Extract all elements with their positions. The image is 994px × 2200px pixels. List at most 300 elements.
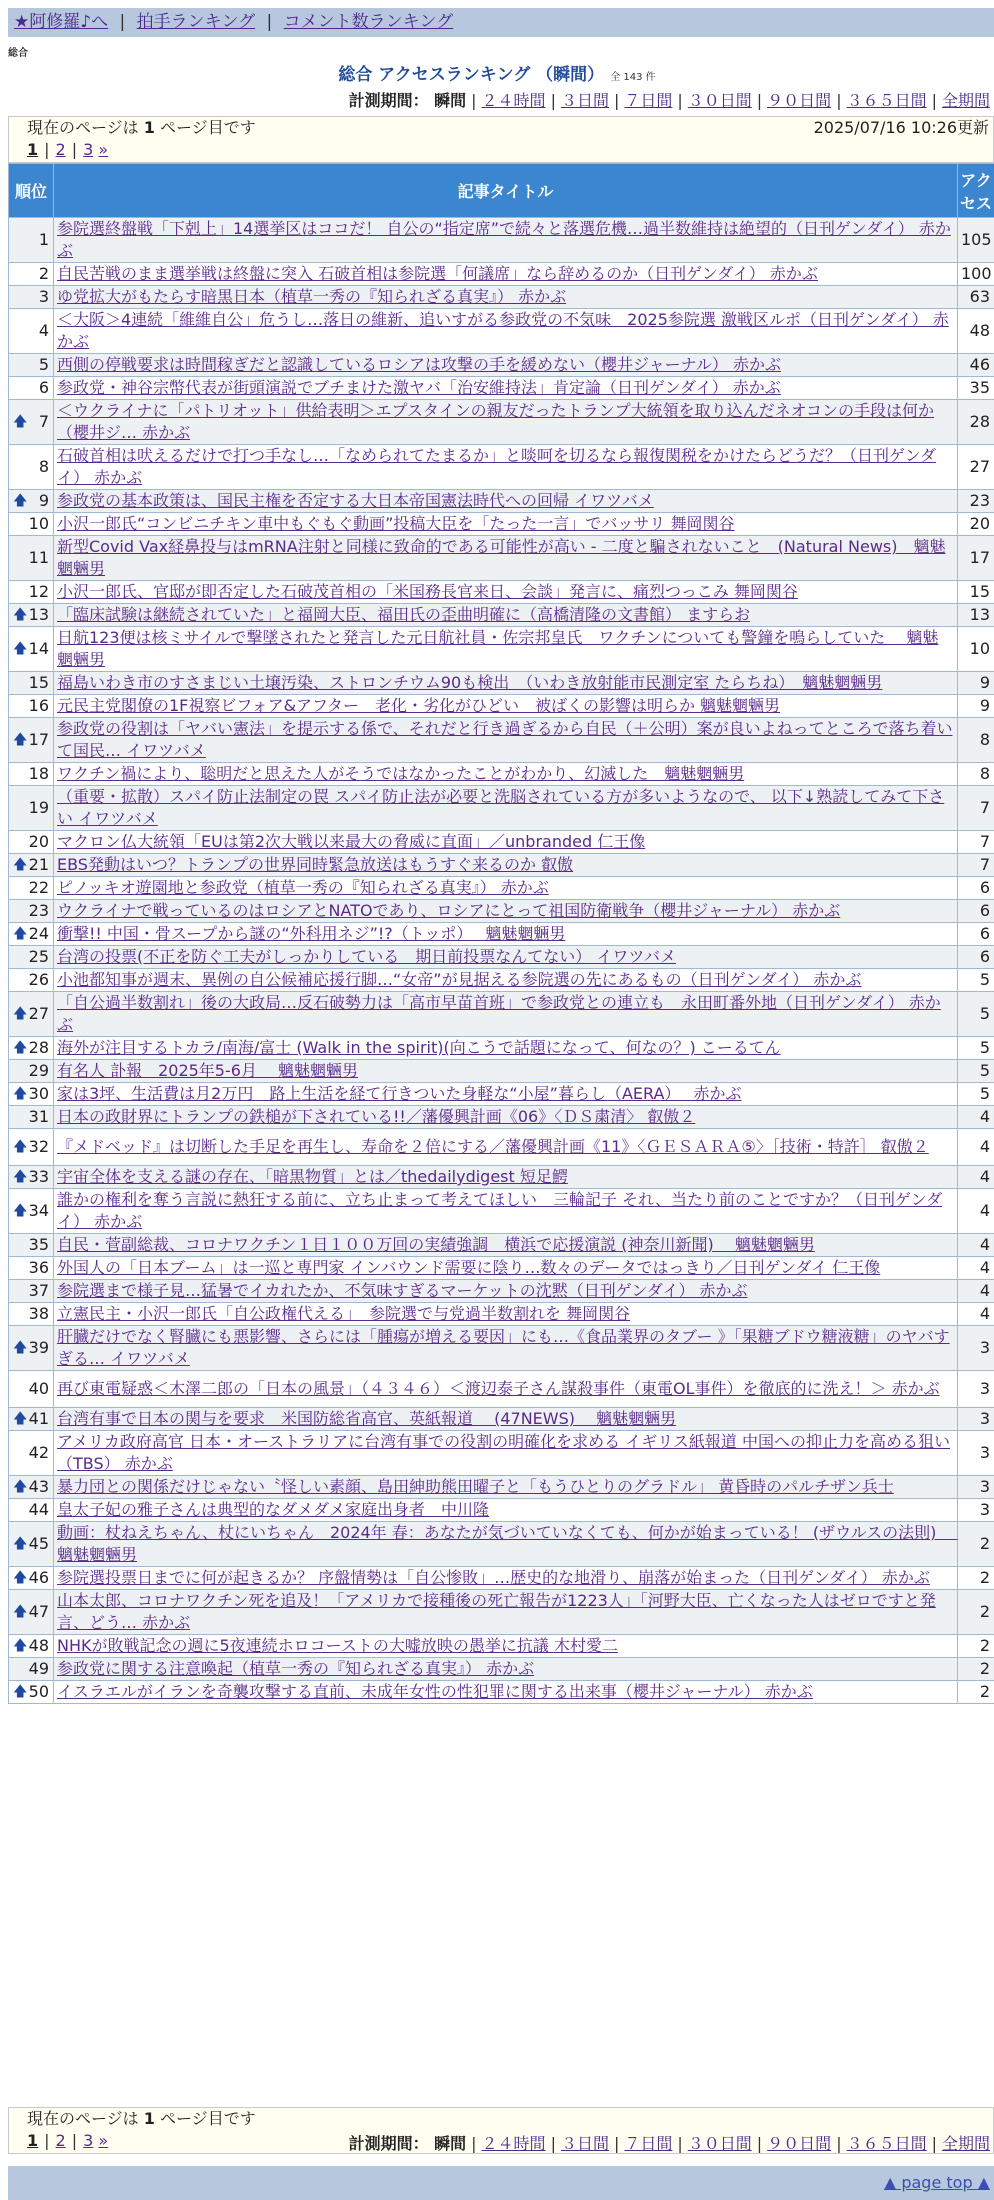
title-cell (54, 718, 958, 763)
current-page-number: 1 (143, 2109, 155, 2128)
period-option-4[interactable]: ３０日間 (687, 91, 752, 110)
rank-number: 27 (28, 1004, 49, 1023)
rank-number: 9 (38, 491, 49, 510)
rank-number: 48 (28, 1636, 49, 1655)
article-title-link[interactable]: ゆ党拡大がもたらす暗黒日本（植草一秀の『知られざる真実』） 赤かぶ (57, 287, 567, 306)
access-count: 48 (958, 309, 994, 354)
period-selector-top (349, 88, 990, 111)
article-title-link[interactable]: 立憲民主・小沢一郎氏「自公政権代える」 参院選で与党過半数割れを 舞岡関谷 (57, 1304, 631, 1323)
period-selector-bottom (349, 2131, 990, 2154)
article-title-link[interactable]: ＜ウクライナに「パトリオット」供給表明＞エプスタインの親友だったトランプ大統領を取り込んだネオコンの手段は何か（櫻井ジ… 赤かぶ (57, 401, 934, 442)
page-separator: | (71, 2131, 78, 2150)
current-page-text: 現在のページは 1 ページ目です (27, 118, 256, 137)
period-separator: | (931, 91, 937, 110)
rank-up-arrow-icon: 🡅 (13, 493, 28, 509)
rank-up-arrow-icon: 🡅 (13, 732, 28, 748)
title-cell (54, 1590, 958, 1635)
title-cell (54, 1408, 958, 1431)
period-current: 瞬間 (428, 91, 467, 110)
access-count: 2 (958, 1567, 994, 1590)
rank-cell (9, 1037, 54, 1060)
article-title-link[interactable]: 小沢一郎氏、官邸が即否定した石破茂首相の「米国務長官来日、会談」発言に、痛烈つっこみ 舞岡関谷 (57, 582, 798, 601)
table-row (9, 354, 994, 377)
rank-cell (9, 672, 54, 695)
period-current: 瞬間 (428, 2134, 467, 2153)
rank-cell (9, 536, 54, 581)
rank-number: 44 (28, 1500, 49, 1519)
rank-cell (9, 763, 54, 786)
rank-cell (9, 218, 54, 263)
period-option-4[interactable]: ３０日間 (687, 2134, 752, 2153)
rank-cell (9, 445, 54, 490)
rank-number: 13 (28, 605, 49, 624)
comment-ranking-link[interactable]: コメント数ランキング (283, 12, 454, 32)
home-link[interactable]: ★阿修羅♪へ (14, 12, 109, 32)
period-separator: | (550, 2134, 556, 2153)
title-cell (54, 536, 958, 581)
table-row (9, 1189, 994, 1234)
rank-cell (9, 1499, 54, 1522)
table-row (9, 513, 994, 536)
rank-cell (9, 263, 54, 286)
article-title-link[interactable]: ピノッキオ遊園地と参政党（植草一秀の『知られざる真実』） 赤かぶ (57, 878, 549, 897)
access-count: 46 (958, 354, 994, 377)
article-title-link[interactable]: 自民苦戦のまま選挙戦は終盤に突入 石破首相は参院選「何議席」なら辞めるのか（日刊ゲンダイ） 赤かぶ (57, 264, 818, 283)
page-separator: | (44, 140, 50, 159)
table-row (9, 992, 994, 1037)
rank-up-arrow-icon: 🡅 (13, 1536, 28, 1552)
article-title-link[interactable]: 小沢一郎氏“コンビニチキン車中もぐもぐ動画”投稿大臣を「たった一言」でバッサリ 舞岡関谷 (57, 514, 735, 533)
rank-cell (9, 1083, 54, 1106)
rank-number: 38 (28, 1304, 49, 1323)
article-title-link[interactable]: 参院選投票日までに何が起きるか？ 序盤情勢は「自公惨敗」…歴史的な地滑り、崩落が始まった（日刊ゲンダイ） 赤かぶ (57, 1568, 930, 1587)
table-row (9, 1590, 994, 1635)
access-count: 100 (958, 263, 994, 286)
rank-number: 30 (28, 1084, 49, 1103)
rank-number: 4 (38, 321, 49, 340)
rank-cell (9, 1106, 54, 1129)
article-title-link[interactable]: 新型Covid Vax経鼻投与はmRNA注射と同様に致命的である可能性が高い - 二度と騙されないこと (Natural News) 魑魅魍魎男 (57, 537, 946, 578)
title-cell (54, 763, 958, 786)
period-separator: | (756, 2134, 763, 2153)
access-count: 9 (958, 672, 994, 695)
rank-number: 39 (28, 1338, 49, 1357)
rank-number: 49 (28, 1659, 49, 1678)
rank-number: 10 (28, 514, 49, 533)
article-count: 全 143 件 (610, 72, 656, 83)
rank-number: 45 (28, 1534, 49, 1553)
table-row (9, 263, 994, 286)
footer-bar (8, 2166, 994, 2200)
article-title-link[interactable]: 小池都知事が週末、異例の自公候補応援行脚…“女帝”が見据える参院選の先にあるもの（日刊ゲンダイ） 赤かぶ (57, 970, 862, 989)
rank-cell (9, 1681, 54, 1704)
rank-number: 14 (28, 639, 49, 658)
table-row (9, 1257, 994, 1280)
access-count: 5 (958, 1060, 994, 1083)
rank-cell (9, 1303, 54, 1326)
ranking-table (8, 163, 994, 1704)
period-separator: | (677, 91, 683, 110)
title-cell (54, 1371, 958, 1408)
article-title-link[interactable]: 参政党の役割は「ヤバい憲法」を提示する係で、それだと行き過ぎるから自民（＋公明）案が良いよねってところで落ち着いて国民… イワツバメ (57, 719, 953, 760)
rank-number: 8 (38, 457, 49, 476)
rank-up-arrow-icon: 🡅 (13, 1479, 28, 1495)
table-row (9, 1635, 994, 1658)
rank-cell (9, 581, 54, 604)
access-count: 5 (958, 992, 994, 1037)
access-count: 105 (958, 218, 994, 263)
access-count: 5 (958, 1037, 994, 1060)
rank-cell (9, 900, 54, 923)
period-option-1[interactable]: ２４時間 (481, 2134, 546, 2153)
rank-number: 16 (28, 696, 49, 715)
period-option-7[interactable]: 全期間 (941, 2134, 990, 2153)
table-row (9, 1371, 994, 1408)
clap-ranking-link[interactable]: 拍手ランキング (136, 12, 256, 32)
period-option-2[interactable]: ３日間 (560, 91, 609, 110)
title-cell (54, 1303, 958, 1326)
title-cell (54, 672, 958, 695)
article-title-link[interactable]: ウクライナで戦っているのはロシアとNATOであり、ロシアにとって祖国防衛戦争（櫻井ジャーナル） 赤かぶ (57, 901, 841, 920)
table-row (9, 627, 994, 672)
title-cell (54, 1166, 958, 1189)
article-title-link[interactable]: ＜大阪＞4連続「維維自公」危うし…落日の維新、追いすがる参政党の不気味 2025参院選 激戦区ルポ（日刊ゲンダイ） 赤かぶ (57, 310, 949, 351)
title-cell (54, 309, 958, 354)
title-column-header: 記事タイトル (54, 164, 958, 218)
rank-cell (9, 1522, 54, 1567)
article-title-link[interactable]: 『メドベッド』は切断した手足を再生し、寿命を２倍にする／藩優興計画《11》〈ＧＥＳＡＲＡ⑤〉［技術・特許］ 叡傲２ (57, 1137, 929, 1156)
period-label: 計測期間： (348, 2134, 429, 2153)
rank-up-arrow-icon: 🡅 (13, 857, 28, 873)
article-title-link[interactable]: 再び東電疑惑＜木澤二郎の「日本の風景」（４３４６）＜渡辺泰子さん謀殺事件（東電OL事件）を徹底的に洗え！＞ 赤かぶ (57, 1379, 940, 1398)
top-nav-bar (8, 8, 994, 37)
rank-number: 33 (28, 1167, 49, 1186)
access-count: 3 (958, 1408, 994, 1431)
article-title-link[interactable]: 山本太郎、コロナワクチン死を追及！「アメリカで接種後の死亡報告が1223人」「河野大臣、亡くなった人はゼロですと発言、どう… 赤かぶ (57, 1591, 936, 1632)
table-row (9, 1658, 994, 1681)
article-title-link[interactable]: 福島いわき市のすさまじい土壌汚染、ストロンチウム90も検出 （いわき放射能市民測定室 たらちね） 魑魅魍魎男 (57, 673, 883, 692)
rank-number: 15 (28, 673, 49, 692)
article-title-link[interactable]: マクロン仏大統領「EUは第2次大戦以来最大の脅威に直面」／unbranded 仁王像 (57, 832, 646, 851)
access-count: 6 (958, 946, 994, 969)
access-count: 15 (958, 581, 994, 604)
rank-cell (9, 923, 54, 946)
ranking-rows (9, 218, 994, 1704)
table-row (9, 309, 994, 354)
access-count: 8 (958, 763, 994, 786)
next-page-link[interactable]: » (98, 2131, 109, 2150)
period-separator: | (677, 2134, 683, 2153)
article-title-link[interactable]: 自民・菅副総裁、コロナワクチン１日１００万回の実績強調 横浜で応援演説 (神奈川新聞) 魑魅魍魎男 (57, 1235, 815, 1254)
page-1-current: 1 (27, 2131, 39, 2150)
title-cell (54, 581, 958, 604)
rank-cell (9, 831, 54, 854)
table-row (9, 400, 994, 445)
access-count: 63 (958, 286, 994, 309)
rank-cell (9, 877, 54, 900)
title-cell (54, 900, 958, 923)
period-option-5[interactable]: ９０日間 (767, 2134, 832, 2153)
table-row (9, 900, 994, 923)
article-title-link[interactable]: 元民主党閣僚の1F視察ビフォア&アフター 老化・劣化がひどい 被ばくの影響は明らか 魑魅魍魎男 (57, 696, 781, 715)
table-row (9, 1408, 994, 1431)
nav-separator: | (119, 12, 126, 32)
period-separator: | (836, 91, 842, 110)
table-row (9, 581, 994, 604)
period-label: 計測期間： (348, 91, 429, 110)
next-page-link[interactable]: » (98, 140, 109, 159)
title-cell (54, 1129, 958, 1166)
access-count: 4 (958, 1257, 994, 1280)
article-title-link[interactable]: 有名人 訃報 2025年5-6月 魑魅魍魎男 (57, 1061, 359, 1080)
rank-cell (9, 786, 54, 831)
title-cell (54, 1635, 958, 1658)
page-title (0, 60, 994, 85)
rank-number: 29 (28, 1061, 49, 1080)
table-row (9, 1129, 994, 1166)
rank-number: 7 (38, 412, 49, 431)
article-title-link[interactable]: ワクチン禍により、聡明だと思えた人がそうではなかったことがわかり、幻滅した 魑魅魍魎男 (57, 764, 745, 783)
page-separator: | (71, 140, 78, 159)
rank-number: 35 (28, 1235, 49, 1254)
rank-cell (9, 718, 54, 763)
rank-number: 25 (28, 947, 49, 966)
page-link-3[interactable]: 3 (83, 140, 94, 159)
page-link-2[interactable]: 2 (55, 140, 66, 159)
current-page-text: 現在のページは 1 ページ目です (27, 2109, 256, 2128)
page-top-link[interactable]: ▲ page top ▲ (883, 2173, 990, 2192)
table-row (9, 695, 994, 718)
table-row (9, 1522, 994, 1567)
table-row (9, 1431, 994, 1476)
title-cell (54, 1681, 958, 1704)
period-option-7[interactable]: 全期間 (941, 91, 990, 110)
access-count: 4 (958, 1303, 994, 1326)
article-title-link[interactable]: 「自公過半数割れ」後の大政局…反石破勢力は「高市早苗首班」で参政党との連立も 永田町番外地（日刊ゲンダイ） 赤かぶ (57, 993, 941, 1034)
rank-number: 42 (28, 1443, 49, 1462)
title-cell (54, 1060, 958, 1083)
rank-up-arrow-icon: 🡅 (13, 1684, 28, 1700)
article-title-link[interactable]: 日航123便は核ミサイルで撃墜されたと発言した元日航社員・佐宗邦皇氏 ワクチンについても警鐘を鳴らしていた 魑魅魍魎男 (57, 628, 939, 669)
table-row (9, 877, 994, 900)
article-title-link[interactable]: 参政党に関する注意喚起（植草一秀の『知られざる真実』） 赤かぶ (57, 1659, 535, 1678)
rank-number: 26 (28, 970, 49, 989)
article-title-link[interactable]: 皇太子妃の雅子さんは典型的なダメダメ家庭出身者 中川隆 (57, 1500, 490, 1519)
title-cell (54, 1499, 958, 1522)
article-title-link[interactable]: 参政党・神谷宗幣代表が街頭演説でブチまけた激ヤバ「治安維持法」肯定論（日刊ゲンダイ） 赤かぶ (57, 378, 781, 397)
table-row (9, 718, 994, 763)
page-1-current: 1 (27, 140, 39, 159)
table-row (9, 286, 994, 309)
rank-number: 18 (28, 764, 49, 783)
article-title-link[interactable]: 暴力団との関係だけじゃない〝怪しい素顔、島田紳助熊田曜子と「もうひとりのグラドル」 黄昏時のパルチザン兵士 (57, 1477, 894, 1496)
page-link-2[interactable]: 2 (55, 2131, 66, 2150)
access-count: 28 (958, 400, 994, 445)
period-separator: | (550, 91, 556, 110)
rank-cell (9, 854, 54, 877)
updated-time: 2025/07/16 10:26更新 (813, 118, 989, 137)
article-title-link[interactable]: 参院選終盤戦「下剋上」14選挙区はココだ！ 自公の“指定席”で続々と落選危機…過半数維持は絶望的（日刊ゲンダイ） 赤かぶ (57, 219, 951, 260)
title-cell (54, 1326, 958, 1371)
access-count: 2 (958, 1590, 994, 1635)
table-row (9, 1106, 994, 1129)
rank-cell (9, 1635, 54, 1658)
period-separator: | (471, 2134, 477, 2153)
rank-number: 20 (28, 832, 49, 851)
period-option-6[interactable]: ３６５日間 (846, 2134, 927, 2153)
rank-up-arrow-icon: 🡅 (13, 607, 28, 623)
rank-up-arrow-icon: 🡅 (13, 1040, 28, 1056)
rank-number: 1 (38, 230, 49, 249)
title-cell (54, 695, 958, 718)
title-cell (54, 218, 958, 263)
period-separator: | (613, 2134, 620, 2153)
table-row (9, 1303, 994, 1326)
article-title-link[interactable]: 動画：杖ねえちゃん、杖にいちゃん 2024年 春：あなたが気づいていなくても、何かが始まっている！ (ザウルスの法則) 魑魅魍魎男 (57, 1523, 958, 1564)
access-count: 6 (958, 900, 994, 923)
table-row (9, 923, 994, 946)
period-option-3[interactable]: ７日間 (624, 2134, 673, 2153)
title-cell (54, 1083, 958, 1106)
page-separator: | (44, 2131, 50, 2150)
title-cell (54, 1106, 958, 1129)
rank-number: 11 (28, 548, 49, 567)
access-count: 7 (958, 831, 994, 854)
title-cell (54, 1522, 958, 1567)
title-cell (54, 992, 958, 1037)
rank-number: 24 (28, 924, 49, 943)
article-title-link[interactable]: 家は3坪、生活費は月2万円 路上生活を経て行きついた身軽な“小屋”暮らし（AERA） 赤かぶ (57, 1084, 742, 1103)
article-title-link[interactable]: 台湾有事で日本の関与を要求 米国防総省高官、英紙報道 (47NEWS) 魑魅魍魎男 (57, 1409, 677, 1428)
rank-cell (9, 604, 54, 627)
article-title-link[interactable]: EBS発動はいつ？トランプの世界同時緊急放送はもうすぐ来るのか 叡傲 (57, 855, 574, 874)
access-count: 9 (958, 695, 994, 718)
rank-cell (9, 1590, 54, 1635)
article-title-link[interactable]: 海外が注目するトカラ/南海/富士 (Walk in the spirit)(向こうで話題になって、何なの？) こーるてん (57, 1038, 781, 1057)
rank-number: 2 (38, 264, 49, 283)
table-row (9, 969, 994, 992)
rank-number: 17 (28, 730, 49, 749)
article-title-link[interactable]: NHKが敗戦記念の週に5夜連続ホロコーストの大嘘放映の愚挙に抗議 木村愛二 (57, 1636, 618, 1655)
access-column-header: アクセス (958, 164, 994, 218)
article-title-link[interactable]: イスラエルがイランを奇襲攻撃する直前、未成年女性の性犯罪に関する出来事（櫻井ジャーナル） 赤かぶ (57, 1682, 813, 1701)
table-row (9, 445, 994, 490)
rank-cell (9, 992, 54, 1037)
article-title-link[interactable]: 「臨床試験は継続されていた」と福岡大臣、福田氏の歪曲明確に（高橋清隆の文書館） ますらお (57, 605, 751, 624)
title-cell (54, 513, 958, 536)
rank-cell (9, 695, 54, 718)
access-count: 27 (958, 445, 994, 490)
article-title-link[interactable]: 外国人の「日本ブーム」は一巡と専門家 インバウンド需要に陰り…数々のデータではっきり／日刊ゲンダイ 仁王像 (57, 1258, 881, 1277)
rank-number: 5 (38, 355, 49, 374)
access-count: 3 (958, 1499, 994, 1522)
access-count: 6 (958, 877, 994, 900)
period-option-2[interactable]: ３日間 (560, 2134, 609, 2153)
table-row (9, 946, 994, 969)
access-count: 7 (958, 786, 994, 831)
rank-cell (9, 490, 54, 513)
title-cell (54, 1431, 958, 1476)
article-title-link[interactable]: 宇宙全体を支える謎の存在、「暗黒物質」とは／thedailydigest 短足鰐 (57, 1167, 568, 1186)
section-label: 総合 (8, 48, 28, 59)
title-cell (54, 1257, 958, 1280)
access-count: 2 (958, 1522, 994, 1567)
title-cell (54, 1658, 958, 1681)
page-link-3[interactable]: 3 (83, 2131, 94, 2150)
article-title-link[interactable]: 参政党の基本政策は、国民主権を否定する大日本帝国憲法時代への回帰 イワツバメ (57, 491, 654, 510)
period-option-6[interactable]: ３６５日間 (846, 91, 927, 110)
title-cell (54, 445, 958, 490)
table-row (9, 1499, 994, 1522)
rank-number: 22 (28, 878, 49, 897)
article-title-link[interactable]: 台湾の投票(不正を防ぐ工夫がしっかりしている 期日前投票なんてない） イワツバメ (57, 947, 677, 966)
rank-number: 23 (28, 901, 49, 920)
rank-up-arrow-icon: 🡅 (13, 1086, 28, 1102)
period-option-5[interactable]: ９０日間 (767, 91, 832, 110)
rank-number: 34 (28, 1201, 49, 1220)
rank-number: 21 (28, 855, 49, 874)
article-title-link[interactable]: 西側の停戦要求は時間稼ぎだと認識しているロシアは攻撃の手を緩めない（櫻井ジャーナル） 赤かぶ (57, 355, 781, 374)
access-count: 4 (958, 1280, 994, 1303)
article-title-link[interactable]: 肝臓だけでなく腎臓にも悪影響、さらには「腫瘍が増える要因」にも…《食品業界のタブー 》「果糖ブドウ糖液糖」のヤバすぎる… イワツバメ (57, 1327, 950, 1368)
table-row (9, 1280, 994, 1303)
table-row (9, 536, 994, 581)
access-count: 2 (958, 1658, 994, 1681)
access-count: 17 (958, 536, 994, 581)
table-header-row (9, 164, 994, 218)
title-cell (54, 490, 958, 513)
title-cell (54, 831, 958, 854)
rank-cell (9, 1234, 54, 1257)
rank-cell (9, 946, 54, 969)
paging-box-top (8, 116, 994, 163)
article-title-link[interactable]: 石破首相は吠えるだけで打つ手なし…「なめられてたまるか」と啖呵を切るなら報復関税をかけたらどうだ？（日刊ゲンダイ） 赤かぶ (57, 446, 937, 487)
period-separator: | (931, 2134, 937, 2153)
access-count: 3 (958, 1431, 994, 1476)
rank-cell (9, 1129, 54, 1166)
rank-up-arrow-icon: 🡅 (13, 1411, 28, 1427)
rank-cell (9, 1476, 54, 1499)
access-count: 4 (958, 1129, 994, 1166)
table-row (9, 831, 994, 854)
pagination-top (27, 139, 993, 161)
access-count: 35 (958, 377, 994, 400)
article-title-link[interactable]: 衝撃!! 中国・骨スープから謎の“外科用ネジ”!?（トッポ） 魑魅魍魎男 (57, 924, 566, 943)
rank-up-arrow-icon: 🡅 (13, 1006, 28, 1022)
article-title-link[interactable]: （重要・拡散）スパイ防止法制定の罠 スパイ防止法が必要と洗脳されている方が多いようなので、 以下↓熟読してみて下さい イワツバメ (57, 787, 945, 828)
rank-cell (9, 1408, 54, 1431)
table-row (9, 763, 994, 786)
title-cell (54, 1037, 958, 1060)
title-cell (54, 377, 958, 400)
period-option-1[interactable]: ２４時間 (481, 91, 546, 110)
access-count: 2 (958, 1635, 994, 1658)
access-count: 4 (958, 1166, 994, 1189)
rank-cell (9, 1431, 54, 1476)
rank-cell (9, 1567, 54, 1590)
article-title-link[interactable]: 誰かの権利を奪う言説に熱狂する前に、立ち止まって考えてほしい 三輪記子 それ、当たり前のことですか？（日刊ゲンダイ） 赤かぶ (57, 1190, 943, 1231)
title-cell (54, 877, 958, 900)
article-title-link[interactable]: アメリカ政府高官 日本・オーストラリアに台湾有事での役割の明確化を求める イギリス紙報道 中国への抑止力を高める狙い（TBS） 赤かぶ (57, 1432, 951, 1473)
period-option-3[interactable]: ７日間 (624, 91, 673, 110)
rank-up-arrow-icon: 🡅 (13, 1340, 28, 1356)
table-row (9, 218, 994, 263)
rank-up-arrow-icon: 🡅 (13, 641, 28, 657)
title-cell (54, 604, 958, 627)
article-title-link[interactable]: 日本の政財界にトランプの鉄槌が下されている!!／藩優興計画《06》〈ＤＳ粛清〉 叡傲２ (57, 1107, 696, 1126)
article-title-link[interactable]: 参院選まで様子見…猛暑でイカれたか、不気味すぎるマーケットの沈黙（日刊ゲンダイ） 赤かぶ (57, 1281, 748, 1300)
page-title-text: 総合 アクセスランキング （瞬間） (338, 65, 605, 85)
